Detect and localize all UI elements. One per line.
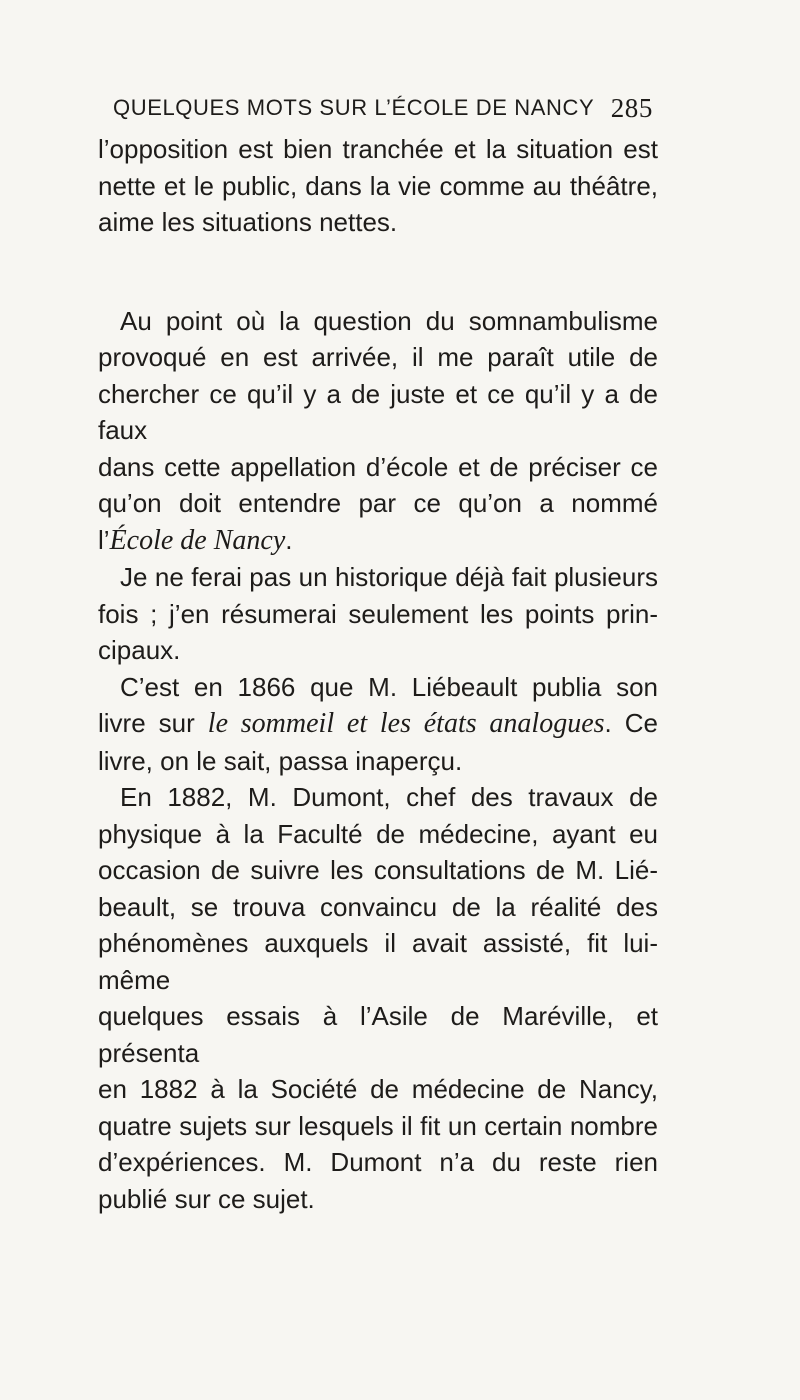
- paragraph: [98, 779, 658, 1217]
- text-line: chercher ce qu’il y a de juste et ce qu’il y a de faux: [98, 378, 658, 445]
- paragraph-gap: [98, 241, 658, 303]
- text-fragment: . Ce: [604, 708, 658, 738]
- text-line: publié sur ce sujet.: [98, 1183, 315, 1214]
- text-line: Au point où la question du somnambulisme: [120, 305, 658, 336]
- text-line: beault, se trouva convaincu de la réalité des: [98, 891, 658, 922]
- text-line: phénomènes auxquels il avait assisté, fit lui-même: [98, 928, 658, 995]
- text-line: Je ne ferai pas un historique déjà fait plusieurs: [120, 562, 658, 592]
- text-fragment: .: [285, 524, 293, 555]
- body-text: [98, 131, 658, 1217]
- italic-title: École de Nancy: [109, 524, 286, 556]
- paragraph: [98, 559, 658, 669]
- italic-title: le sommeil et les états analogues: [207, 708, 605, 739]
- text-line: physique à la Faculté de médecine, ayant eu: [98, 818, 658, 849]
- running-title: QUELQUES MOTS SUR L’ÉCOLE DE NANCY: [113, 95, 595, 120]
- text-line: provoqué en est arrivée, il me paraît utile de: [98, 342, 658, 372]
- text-line: livre, on le sait, passa inaperçu.: [98, 745, 463, 776]
- text-line: fois ; j’en résumerai seulement les points prin-: [98, 598, 658, 629]
- text-line: dans cette appellation d’école et de préciser ce: [98, 451, 658, 482]
- page-number: 285: [610, 93, 653, 123]
- text-line: quatre sujets sur lesquels il fit un certain nombre: [98, 1110, 658, 1141]
- text-line: C’est en 1866 que M. Liébeault publia son: [120, 671, 658, 702]
- text-fragment: l’: [98, 524, 110, 555]
- paragraph: [98, 669, 658, 780]
- text-line: aime les situations nettes.: [98, 207, 398, 237]
- paragraph: [98, 131, 658, 241]
- text-line: En 1882, M. Dumont, chef des travaux de: [120, 782, 658, 812]
- text-line: l’opposition est bien tranchée et la situation est: [98, 134, 658, 164]
- text-line: d’expériences. M. Dumont n’a du reste rien: [98, 1147, 658, 1177]
- text-line: [98, 522, 658, 560]
- text-line: quelques essais à l’Asile de Maréville, et présenta: [98, 1001, 658, 1068]
- text-line: cipaux.: [98, 635, 181, 665]
- text-line: [98, 705, 658, 743]
- text-line: qu’on doit entendre par ce qu’on a nommé: [98, 488, 658, 518]
- paragraph: [98, 303, 658, 560]
- running-head: [113, 88, 653, 128]
- text-fragment: livre sur: [98, 708, 208, 738]
- text-line: nette et le public, dans la vie comme au théâtre,: [98, 170, 658, 201]
- text-line: en 1882 à la Société de médecine de Nancy,: [98, 1074, 658, 1104]
- text-line: occasion de suivre les consultations de M. Lié-: [98, 855, 658, 885]
